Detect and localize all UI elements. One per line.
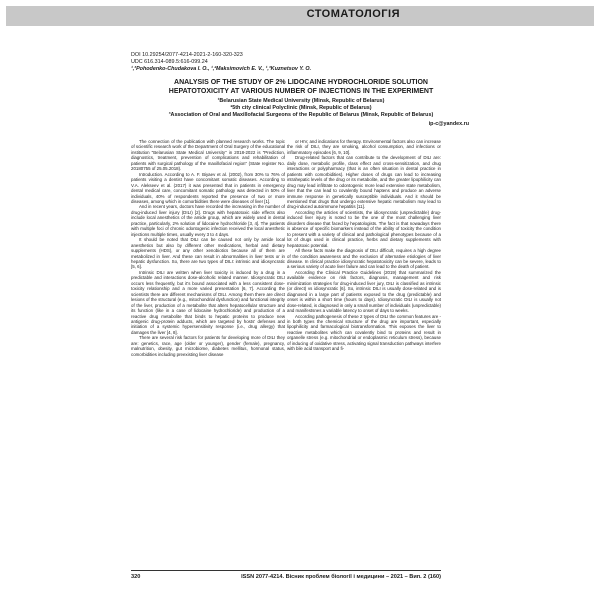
paragraph: There are several risk factors for patients for developing more of DILI they are: genetics, race, age (older or younger), gender (female), pregnancy, malnutrition, obesity, gut microbiome, diabetes mellitus, hormonal status, comorbidities including preexisting liver disease — [131, 335, 285, 357]
paragraph: or HIV, and indications for therapy. Environmental factors also can increase the risk of DILI, they are smoking, alcohol consumption, and infections or inflammatory episodes [6, 9, 10]. — [287, 139, 441, 155]
section-header-bar — [6, 6, 594, 26]
udc: UDC 616.314-089.5:616-099.24 — [131, 59, 208, 66]
journal-citation: ISSN 2077-4214. Вісник проблем біології і медицини – 2021 – Вип. 2 (160) — [241, 574, 441, 580]
paragraph: According the articles of scientists, the idiosyncratic (unpredictable) drug-induced liver injury is noted to be the one of the most challenging liver disorders disease that faced by hepatologists. The fact is that nowadays there is absence of specific biomarkers instead of the ability of toxicity the condition to present with a variety of clinical and pathological phenotypes because of a lot of drugs used in clinical practice, herbs and dietary supplements with hepatotoxic potential. — [287, 209, 441, 248]
doi: DOI 10.29254/2077-4214-2021-2-160-320-323 — [131, 52, 243, 58]
page-number: 320 — [131, 574, 141, 580]
affiliation-1: ¹Belarusian State Medical University (Minsk, Republic of Belarus) — [217, 98, 385, 104]
paragraph: According the Clinical Practice Guidelines (2019) that summarized the available evidence on risk factors, diagnosis, management and risk minimization strategies for drug-induced liver jury, DILI is classified as intrinsic (or direct) vs idiosyncratic [6]. So, intrinsic DILI is usually dose-related and is diagnosed in a large part of patients exposed to the drug (predictable) and onset is within a short time (hours to days). Idiosyncratic DILI is usually not dose-related, is diagnosed in only a small number of individuals (unpredictable) and manifestsnes a variable latency to onset of days to weeks. — [287, 269, 441, 314]
section-title: СТОМАТОЛОГІЯ — [306, 8, 400, 20]
paragraph: According pathogenesis of these 2 types of DILI the common features are - in both types the chemical structure of the drug are important, especially lipophilicity and farmacological biotransformation. This exposes the liver to reactive metabolites which can covalently bind to proteins and result in organelle stress (e.g. mitochondrial or endoplasmic reticulum stress), because of inducing of oxidative stress, activating signal transduction pathways interfere with bile acid transport and fi- — [287, 313, 441, 352]
body-column-left — [131, 139, 285, 357]
article-meta — [131, 52, 311, 73]
paragraph: It should be noted that DILI can be caused not only by amide local anesthetics but also by different other medications, herbal and dietary supplements (HDS), or any other xenobiotics because all of them are metabolized in liver. And these can result in abnormalities in liver tests or in hepatic dysfunction. So, there are two types of DILI: intrinsic and idiosyncratic [5, 6]. — [131, 237, 285, 270]
affiliation-2: ²5th city clinical Polyclinic (Minsk, Republic of Belarus) — [230, 105, 372, 111]
paragraph: The connection of the publication with planned research works. The topic of scientific research work of the Department of Oral Surgery of the educational institution "Belarusian State Medical University" in 2018-2022 is "Prediction, diagnostics, treatment, prevention of complications and rehabilitation of patients with surgical pathology of the maxillofacial region" (State register No. 20180755 of 25.05.2018). — [131, 139, 285, 172]
title-line-2: HEPATOTOXICITY AT VARIOUS NUMBER OF INJECTIONS IN THE EXPERIMENT — [168, 87, 434, 95]
contact-email: ip-c@yandex.ru — [428, 121, 469, 127]
title-line-1: ANALYSIS OF THE STUDY OF 2% LIDOCAINE HYDROCHLORIDE SOLUTION — [174, 79, 428, 86]
paragraph: Intrinsic DILI are written when liver toxicity is induced by a drug in a predictable and interactions dose-alcoholic related manner. Idiosyncratic DILI occurs less frequently, but it's bound associated with a less consistent dose-toxicity relationship and a more varied presentation [6, 7]. According the scientists there are different mechanisms of DILI. Among them there are direct lesions of the structural (e.g., mitochondrial dysfunction) and functional integrity of the liver, production of a metabolite that alters hepatocellular structure and its function (like in a case of lidocaine hydrochloride) and production of a reactive drug metabolite that binds to hepatic proteins to produce new antigenic drug-protein adducts, which are targeted by hosts' defenses and initiation of a systemic hypersensitivity response (i.e., drug allergy) that damages the liver [4, 8]. — [131, 269, 285, 335]
paragraph: All these facts make the diagnosis of DILI difficult, requires a high degree of the condition awareness and the exclusion of alternative etiologies of liver disease. In clinical practice idiosyncratic hepatotoxicity can be severe, leads to a serious variety of acute liver failure and can lead to the death of patient. — [287, 248, 441, 270]
body-column-right — [287, 139, 441, 352]
paragraph: Drug-related factors that can contribute to the development of DILI are: daily dose, metabolic profile, class effect and cross-sensitization, and drug interactions or polypharmacy (that is an often situation in dental practice in patients with comorbidities). Higher doses of drugs can lead to increasing intrahepatic levels of the drug or its metabolite, and the greater lipophilicity can drug may lead infiltrate to odontogenic more lead extensive state metabolism, liver that the can lead to covalently bound haptens and produce an adverse immune response in genetically susceptible individuals. And it should be mentioned that drugs that undergo extensive hepatic metabolism may lead to drug-induced autoimmune hepatitis [11]. — [287, 155, 441, 210]
authors: ¹,³Pohodenko-Chudakova I. O., ¹,²Maksimovich E. V., ¹,³Kuznetsov Y. O. — [131, 66, 312, 73]
article-title — [131, 79, 471, 96]
paragraph: And in recent years, doctors have recorded the increasing in the number of drug-induced liver injury (DILI) [2]. Drugs with hepatotoxic side effects also include local anesthetics of the amide group, which are widely used in dental practice, particularly, 2% solution of lidocaine hydrochloride [3, 4]. The patients with multiple foci of chronic odontogenic infection received the local anesthetic injections multiple times, usually every 3 to 4 days. — [131, 204, 285, 237]
footer-divider — [131, 570, 441, 571]
affiliation-3: ³Association of Oral and Maxillofacial Surgeons of the Republic of Belarus (Minsk, Republic of Belarus) — [168, 112, 434, 118]
paragraph: Introduction. According to A. F. Biyaev et al. (2002), from 30% to 76% of patients visiting a dentist have concomitant somatic diseases. According to V.A. Alekseev et al. (2017) it was presented that in patients in emergency dental medical care, concomitant somatic pathology was detected in 50% of individuals, 40% of respondents reported the presence of two or more diseases, among which in comorbidities there were diseases of liver [1]. — [131, 171, 285, 204]
affiliations — [131, 98, 471, 119]
